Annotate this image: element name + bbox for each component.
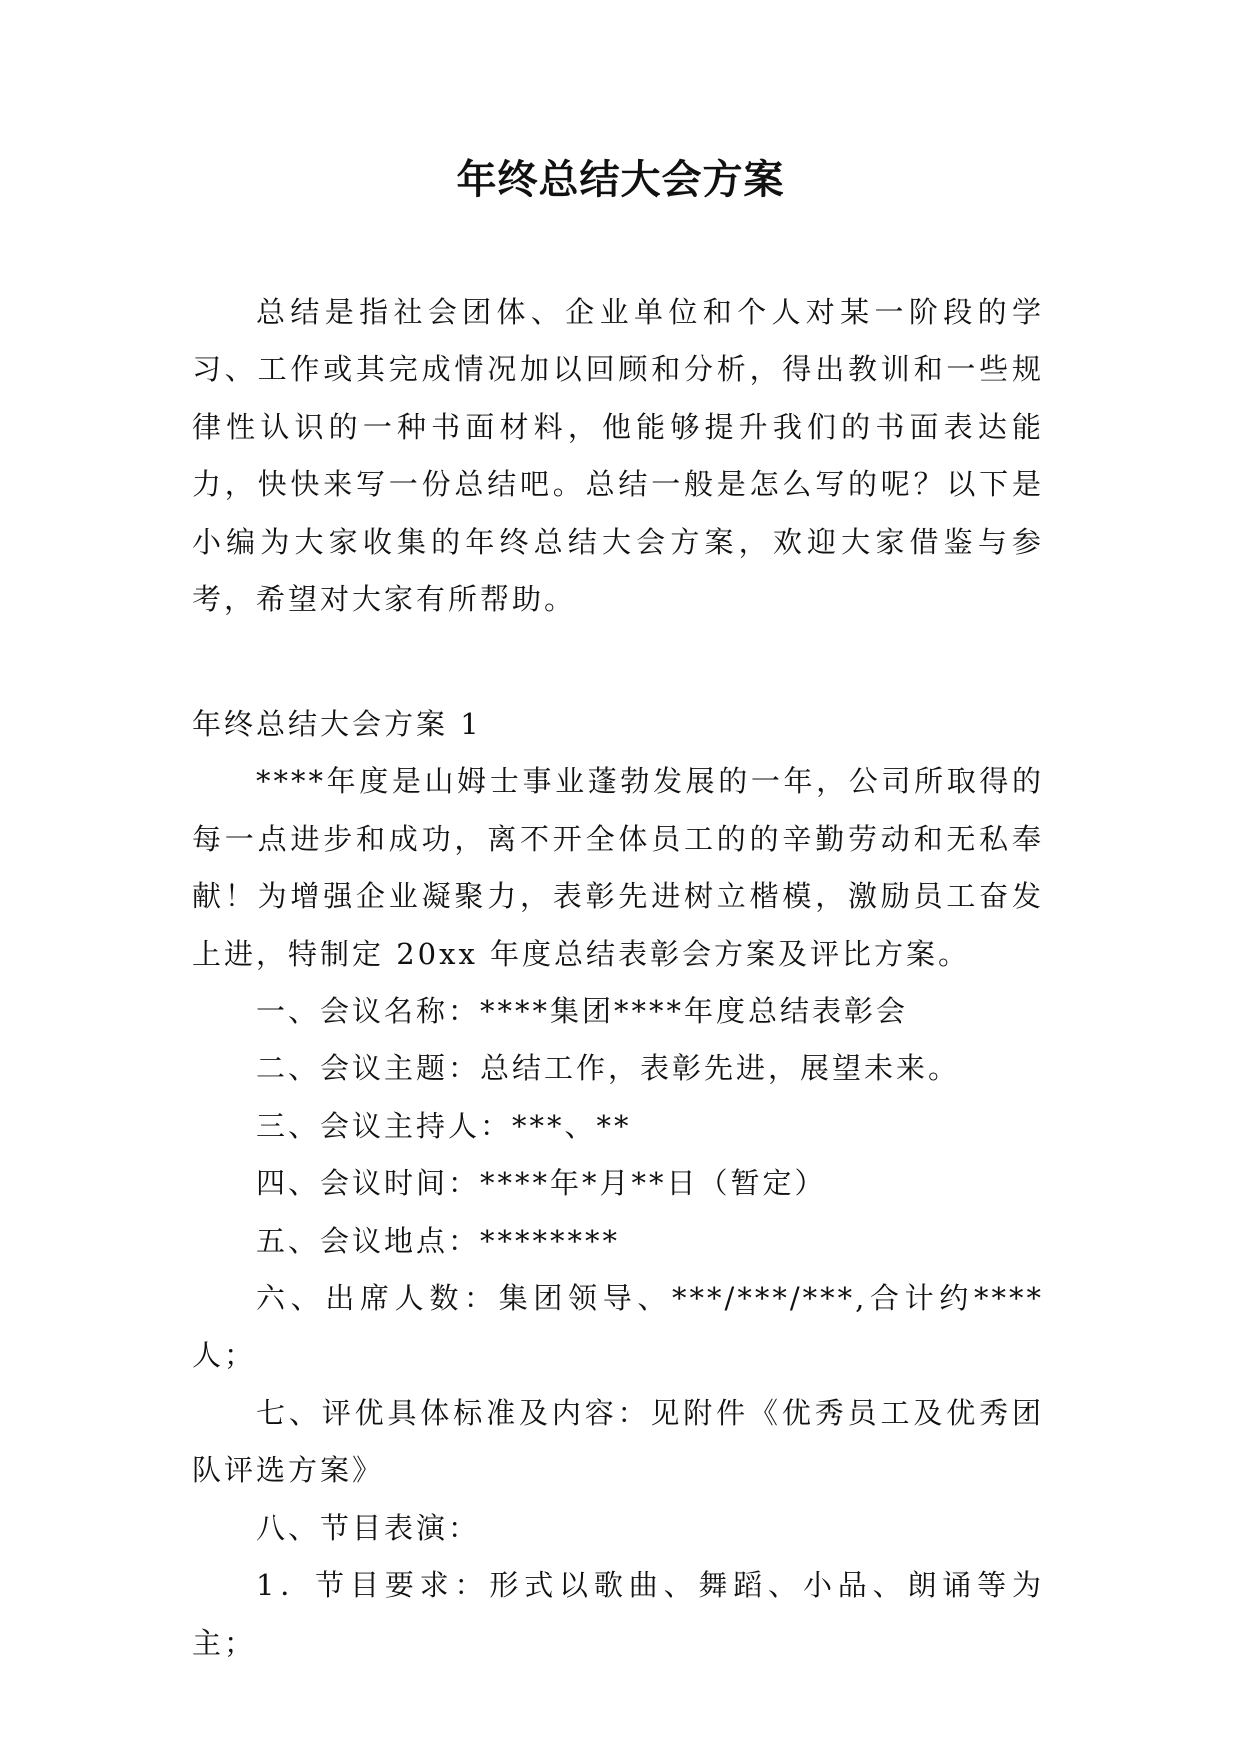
item-meeting-time: 四、会议时间：****年*月**日（暂定） (256, 1166, 827, 1201)
item-meeting-host: 三、会议主持人：***、** (256, 1108, 632, 1143)
item-meeting-name: 一、会议名称：****集团****年度总结表彰会 (256, 994, 909, 1029)
section-intro-paragraph: ****年度是山姆士事业蓬勃发展的一年，公司所取得的每一点进步和成功，离不开全体员工的的辛勤劳动和无私奉献！为增强企业凝聚力，表彰先进树立楷模，激励员工奋发上进，特制定 20xx 年度总结表彰会方案及评比方案。 (192, 764, 1044, 971)
item-meeting-theme: 二、会议主题：总结工作，表彰先进，展望未来。 (256, 1051, 961, 1086)
item-meeting-location: 五、会议地点：******** (256, 1223, 621, 1258)
document-title: 年终总结大会方案 (456, 157, 785, 203)
item-evaluation-criteria: 七、评优具体标准及内容：见附件《优秀员工及优秀团队评选方案》 (192, 1395, 1044, 1488)
item-program-requirements: 1．节目要求：形式以歌曲、舞蹈、小品、朗诵等为主； (192, 1568, 1044, 1660)
section-heading: 年终总结大会方案 1 (192, 707, 482, 741)
intro-paragraph: 总结是指社会团体、企业单位和个人对某一阶段的学习、工作或其完成情况加以回顾和分析，得出教训和一些规律性认识的一种书面材料，他能够提升我们的书面表达能力，快快来写一份总结吧。总结一般是怎么写的呢？以下是小编为大家收集的年终总结大会方案，欢迎大家借鉴与参考，希望对大家有所帮助。 (192, 295, 1044, 617)
item-attendance: 六、出席人数：集团领导、***/***/***,合计约****人； (192, 1281, 1044, 1373)
section-1 (192, 696, 1044, 1672)
item-performances: 八、节目表演： (256, 1510, 481, 1545)
